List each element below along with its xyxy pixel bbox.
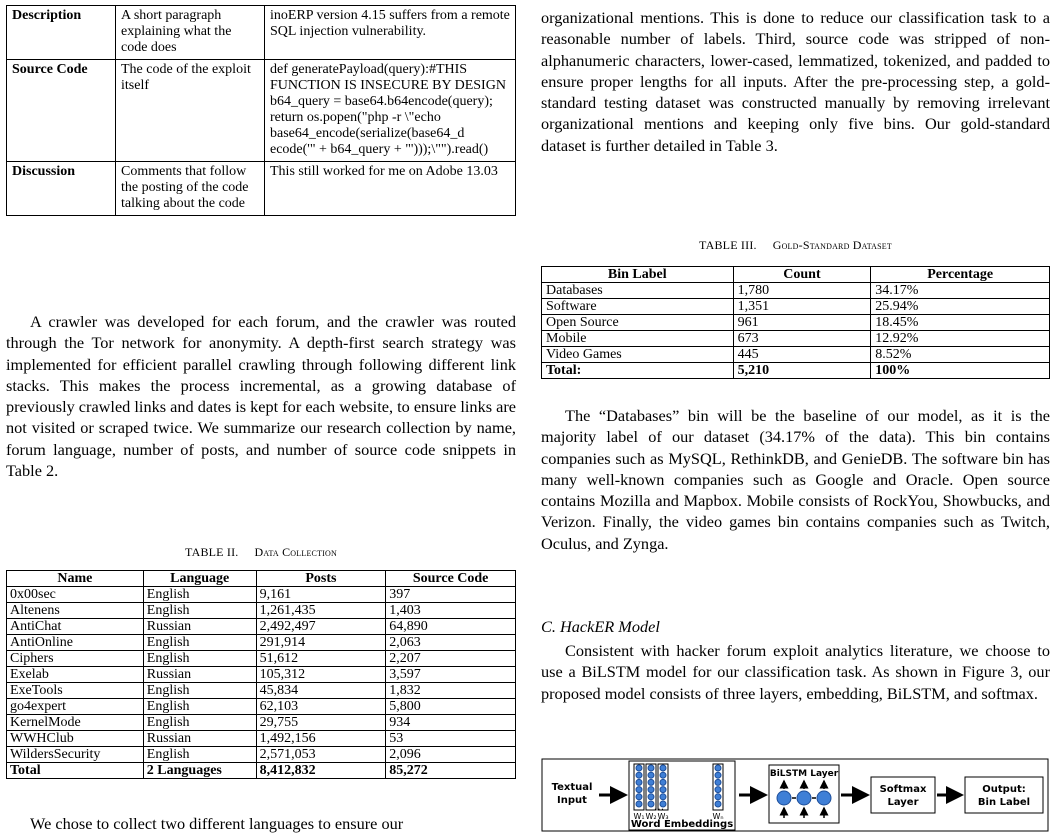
table3-row	[542, 347, 1050, 363]
table2-cell: English	[143, 715, 256, 731]
embedding-node	[648, 772, 654, 778]
table2-cell: 291,914	[256, 635, 386, 651]
table3-cell: 961	[733, 315, 871, 331]
table3-cell: Mobile	[542, 331, 734, 347]
table2-cell: 51,612	[256, 651, 386, 667]
output-label-line1: Output:	[982, 784, 1026, 795]
table2-total-cell: 8,412,832	[256, 763, 386, 779]
bilstm-node	[797, 791, 811, 805]
table2-row	[7, 747, 516, 763]
embedding-node	[636, 794, 642, 800]
table2-cell: 2,492,497	[256, 619, 386, 635]
table2-cell: 934	[386, 715, 516, 731]
preprocessing-paragraph: organizational mentions. This is done to reduce our classification task to a reasonable number of labels. Third, source code was stripped of non-alphanumeric characters, lower-cased, lemmatized, tokenized, and padded to ensure proper lengths for all inputs. After the pre-processing step, a gold-standard testing dataset was constructed manually by removing irrelevant organizational mentions and keeping only five bins. Our gold-standard dataset is further detailed in Table 3.	[541, 8, 1050, 155]
table2-cell: Russian	[143, 619, 256, 635]
table2-row	[7, 587, 516, 603]
field-name-cell: Description	[7, 6, 116, 60]
table2-cell: English	[143, 603, 256, 619]
table2-cell: 397	[386, 587, 516, 603]
section-heading: C. HackER Model	[541, 617, 660, 636]
output-label-line2: Bin Label	[977, 797, 1031, 808]
embedding-node	[660, 794, 666, 800]
embedding-node	[636, 772, 642, 778]
field-example-cell: This still worked for me on Adobe 13.03	[265, 162, 516, 216]
table2-cell: 64,890	[386, 619, 516, 635]
table3-number: TABLE III.	[699, 238, 757, 252]
table2-cell: ExeTools	[7, 683, 144, 699]
fields-row	[7, 162, 516, 216]
field-explanation-cell: The code of the exploit itself	[116, 60, 265, 162]
embedding-node	[636, 765, 642, 771]
table3-row	[542, 299, 1050, 315]
table3-title: Gold-Standard Dataset	[772, 238, 892, 252]
table2-caption	[6, 545, 516, 560]
table2-cell: 0x00sec	[7, 587, 144, 603]
model-architecture-diagram	[541, 758, 1050, 833]
table2-row	[7, 651, 516, 667]
embedding-node	[715, 765, 721, 771]
embedding-node	[715, 779, 721, 785]
softmax-label-line1: Softmax	[879, 784, 927, 795]
table2-cell: English	[143, 587, 256, 603]
table3-cell: Video Games	[542, 347, 734, 363]
embeddings-label: Word Embeddings	[630, 819, 734, 830]
table2-number: TABLE II.	[185, 545, 239, 559]
embedding-node	[715, 801, 721, 807]
table2-cell: Ciphers	[7, 651, 144, 667]
embedding-node	[648, 779, 654, 785]
field-explanation-cell: Comments that follow the posting of the code talking about the code	[116, 162, 265, 216]
table2-header-cell: Posts	[256, 571, 386, 587]
table2-cell: English	[143, 747, 256, 763]
embedding-node	[660, 779, 666, 785]
table2-row	[7, 731, 516, 747]
cut-paragraph	[6, 817, 516, 833]
table2-cell: 3,597	[386, 667, 516, 683]
table2-cell: Exelab	[7, 667, 144, 683]
table3-cell: 34.17%	[871, 283, 1050, 299]
table2-cell: WWHClub	[7, 731, 144, 747]
table2-cell: English	[143, 699, 256, 715]
bilstm-node	[817, 791, 831, 805]
table3-cell: 12.92%	[871, 331, 1050, 347]
table2-row	[7, 619, 516, 635]
table2-cell: 9,161	[256, 587, 386, 603]
table3-cell: Software	[542, 299, 734, 315]
table2-row	[7, 635, 516, 651]
table3-total-cell: Total:	[542, 363, 734, 379]
table2-cell: 2,207	[386, 651, 516, 667]
table2-cell: 62,103	[256, 699, 386, 715]
bilstm-label: BiLSTM Layer	[769, 769, 839, 779]
table2-cell: 105,312	[256, 667, 386, 683]
embedding-node	[648, 787, 654, 793]
table2-cell: English	[143, 635, 256, 651]
crawler-paragraph: A crawler was developed for each forum, and the crawler was routed through the Tor network for anonymity. A depth-first search strategy was implemented for efficient parallel crawling through following different link stacks. This makes the process incremental, as a growing database of previously crawled links and dates is kept for each website, to ensure links are not visited or scraped twice. We summarize our research collection by name, forum language, number of posts, and number of source code snippets in Table 2.	[6, 312, 516, 481]
embedding-node	[715, 787, 721, 793]
embedding-node	[660, 787, 666, 793]
word-vector-label: W₂	[645, 812, 657, 821]
table3-cell: 1,780	[733, 283, 871, 299]
embeddings-ellipsis: ...	[653, 800, 665, 813]
model-paragraph: Consistent with hacker forum exploit analytics literature, we choose to use a BiLSTM model for our classification task. As shown in Figure 3, our proposed model consists of three layers, embedding, BiLSTM, and softmax.	[541, 641, 1050, 703]
softmax-label-line2: Layer	[887, 797, 919, 808]
embedding-node	[715, 794, 721, 800]
embedding-node	[636, 801, 642, 807]
embedding-node	[648, 765, 654, 771]
table2-header-cell: Source Code	[386, 571, 516, 587]
field-explanation-cell: A short paragraph explaining what the code does	[116, 6, 265, 60]
table3-header-cell: Count	[733, 267, 871, 283]
table2-cell: 1,403	[386, 603, 516, 619]
table2-cell: Russian	[143, 667, 256, 683]
table3-cell: 1,351	[733, 299, 871, 315]
table3-total-cell: 100%	[871, 363, 1050, 379]
data-collection-table	[6, 570, 516, 779]
table3-row	[542, 283, 1050, 299]
table2-cell: Russian	[143, 731, 256, 747]
table2-cell: 1,832	[386, 683, 516, 699]
table2-header-cell: Name	[7, 571, 144, 587]
word-vector-label: W₁	[633, 812, 645, 821]
bilstm-node	[777, 791, 791, 805]
table2-cell: 45,834	[256, 683, 386, 699]
table3-caption	[541, 238, 1050, 253]
table3-header-cell: Bin Label	[542, 267, 734, 283]
gold-standard-table	[541, 266, 1050, 379]
table2-row	[7, 699, 516, 715]
table3-cell: 18.45%	[871, 315, 1050, 331]
table3-cell: 8.52%	[871, 347, 1050, 363]
embedding-node	[648, 794, 654, 800]
table3-row	[542, 331, 1050, 347]
table3-cell: Open Source	[542, 315, 734, 331]
table3-cell: 445	[733, 347, 871, 363]
table3-cell: 25.94%	[871, 299, 1050, 315]
table2-cell: AntiChat	[7, 619, 144, 635]
table2-cell: Altenens	[7, 603, 144, 619]
table2-row	[7, 715, 516, 731]
table2-cell: 5,800	[386, 699, 516, 715]
fields-row	[7, 60, 516, 162]
field-example-cell: def generatePayload(query):#THIS FUNCTION IS INSECURE BY DESIGN b64_query = base64.b64encode(query); return os.popen("php -r \"echo base64_encode(serialize(base64_d ecode('" + b64_query + "')));\"").read()	[265, 60, 516, 162]
bins-paragraph: The “Databases” bin will be the baseline of our model, as it is the majority label of our dataset (34.17% of the data). This bin contains companies such as MySQL, RethinkDB, and GenieDB. The software bin has many well-known companies such as Google and Oracle. Open source contains Mozilla and Mapbox. Mobile consists of RockYou, Showbucks, and Verizon. Finally, the video games bin contains companies such as Twitch, Oculus, and Zynga.	[541, 406, 1050, 553]
table2-cell: 2,063	[386, 635, 516, 651]
fields-table	[6, 5, 516, 216]
table2-cell: 53	[386, 731, 516, 747]
table3-total-row	[542, 363, 1050, 379]
table2-header-cell: Language	[143, 571, 256, 587]
table3-cell: 673	[733, 331, 871, 347]
table2-total-row	[7, 763, 516, 779]
table2-cell: English	[143, 651, 256, 667]
table2-title: Data Collection	[254, 545, 337, 559]
cut-paragraph-text: We chose to collect two different languages to ensure our	[30, 817, 404, 833]
table2-row	[7, 683, 516, 699]
table2-cell: go4expert	[7, 699, 144, 715]
table3-header-cell: Percentage	[871, 267, 1050, 283]
embedding-node	[636, 787, 642, 793]
table2-cell: 1,492,156	[256, 731, 386, 747]
field-name-cell: Source Code	[7, 60, 116, 162]
fields-row	[7, 6, 516, 60]
table2-cell: 2,571,053	[256, 747, 386, 763]
table2-cell: 1,261,435	[256, 603, 386, 619]
table2-total-cell: 2 Languages	[143, 763, 256, 779]
word-vector-label: W₃	[657, 812, 669, 821]
table2-cell: WildersSecurity	[7, 747, 144, 763]
table2-row	[7, 667, 516, 683]
embedding-node	[715, 772, 721, 778]
table3-total-cell: 5,210	[733, 363, 871, 379]
field-example-cell: inoERP version 4.15 suffers from a remote SQL injection vulnerability.	[265, 6, 516, 60]
embedding-node	[660, 772, 666, 778]
input-label-line1: Textual	[551, 782, 593, 793]
table2-cell: English	[143, 683, 256, 699]
table2-total-cell: Total	[7, 763, 144, 779]
table2-total-cell: 85,272	[386, 763, 516, 779]
word-vector-label: Wₙ	[712, 812, 724, 821]
table2-row	[7, 603, 516, 619]
input-label-line2: Input	[557, 795, 587, 806]
table3-row	[542, 315, 1050, 331]
table2-cell: 2,096	[386, 747, 516, 763]
field-name-cell: Discussion	[7, 162, 116, 216]
table2-cell: KernelMode	[7, 715, 144, 731]
table2-cell: 29,755	[256, 715, 386, 731]
table2-cell: AntiOnline	[7, 635, 144, 651]
embedding-node	[660, 765, 666, 771]
table3-cell: Databases	[542, 283, 734, 299]
embedding-node	[636, 779, 642, 785]
